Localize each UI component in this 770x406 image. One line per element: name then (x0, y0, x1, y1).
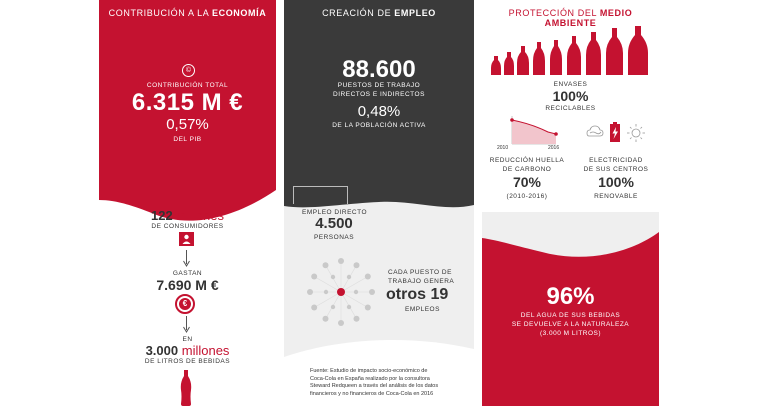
poblacion-percentage: 0,48% (357, 103, 401, 120)
consumidores-value: 122 millones (150, 208, 224, 223)
puestos-label-2: DIRECTOS E INDIRECTOS (333, 91, 425, 98)
electricidad-label-2: DE SUS CENTROS (583, 166, 649, 173)
agua-value: 96% (546, 283, 595, 310)
year-start: 2010 (497, 145, 509, 151)
medio-ambiente-panel (482, 0, 659, 406)
arrow-down-icon (183, 250, 190, 267)
huella-value: 70% (512, 174, 542, 190)
cada-unit: EMPLEOS (405, 306, 440, 313)
year-end: 2016 (548, 145, 560, 151)
agua-label-2: SE DEVUELVE A LA NATURALEZA (511, 321, 630, 328)
contribucion-value: 6.315 M € (131, 89, 244, 116)
empleo-panel (284, 0, 474, 406)
litros-value: 3.000 millones (145, 343, 230, 358)
euro-icon: € (175, 294, 195, 314)
litros-label: DE LITROS DE BEBIDAS (144, 358, 231, 365)
poblacion-label: DE LA POBLACIÓN ACTIVA (332, 122, 426, 129)
pib-label: DEL PIB (173, 136, 202, 143)
envases-label: ENVASES (553, 81, 588, 88)
cada-value: otros 19 (386, 286, 449, 303)
agua-label-3: (3.000 M LITROS) (539, 330, 602, 337)
people-network-icon (304, 255, 378, 329)
cada-label-1: CADA PUESTO DE (388, 269, 452, 276)
gastan-label: GASTAN (172, 270, 203, 277)
empleo-directo-bracket (293, 186, 348, 204)
economia-header: CONTRIBUCIÓN A LA ECONOMÍA (108, 8, 267, 18)
directo-label: EMPLEO DIRECTO (302, 209, 368, 216)
envases-value: 100% (552, 88, 589, 104)
empleo-header: CREACIÓN DE EMPLEO (322, 8, 436, 18)
gastan-value: 7.690 M € (156, 277, 219, 293)
electricidad-unit: RENOVABLE (594, 193, 638, 200)
bottle-icon (180, 370, 192, 406)
directo-unit: PERSONAS (313, 234, 355, 241)
consumidores-label: DE CONSUMIDORES (151, 223, 224, 230)
renewable-energy-icon (586, 120, 646, 144)
puestos-label-1: PUESTOS DE TRABAJO (337, 82, 421, 89)
medio-ambiente-header: PROTECCIÓN DEL MEDIO AMBIENTE (508, 8, 633, 28)
arrow-down-icon-2 (183, 316, 190, 333)
huella-period: (2010-2016) (506, 193, 548, 200)
en-label: EN (182, 336, 193, 343)
cada-label-2: TRABAJO GENERA (388, 278, 455, 285)
electricidad-label-1: ELECTRICIDAD (589, 157, 643, 164)
huella-label-2: DE CARBONO (502, 166, 552, 173)
contribucion-label: CONTRIBUCIÓN TOTAL (146, 82, 229, 89)
puestos-value: 88.600 (342, 56, 416, 83)
economia-panel (99, 0, 276, 406)
bottles-icon (490, 26, 652, 76)
directo-value: 4.500 (315, 215, 353, 232)
copyright-icon: © (182, 64, 195, 77)
carbon-reduction-chart-icon (510, 114, 558, 146)
agua-label-1: DEL AGUA DE SUS BEBIDAS (520, 312, 621, 319)
huella-label-1: REDUCCIÓN HUELLA (489, 157, 565, 164)
pib-percentage: 0,57% (166, 116, 209, 133)
fuente-note: Fuente: Estudio de impacto socio-económico de Coca-Cola en España realizado por la consultora Steward Redqueen a través del análisis de los datos financieros y no financieros de Coca-Cola en 2016 (310, 368, 439, 397)
electricidad-value: 100% (598, 174, 634, 190)
envases-unit: RECICLABLES (545, 105, 596, 112)
person-icon (179, 232, 194, 246)
